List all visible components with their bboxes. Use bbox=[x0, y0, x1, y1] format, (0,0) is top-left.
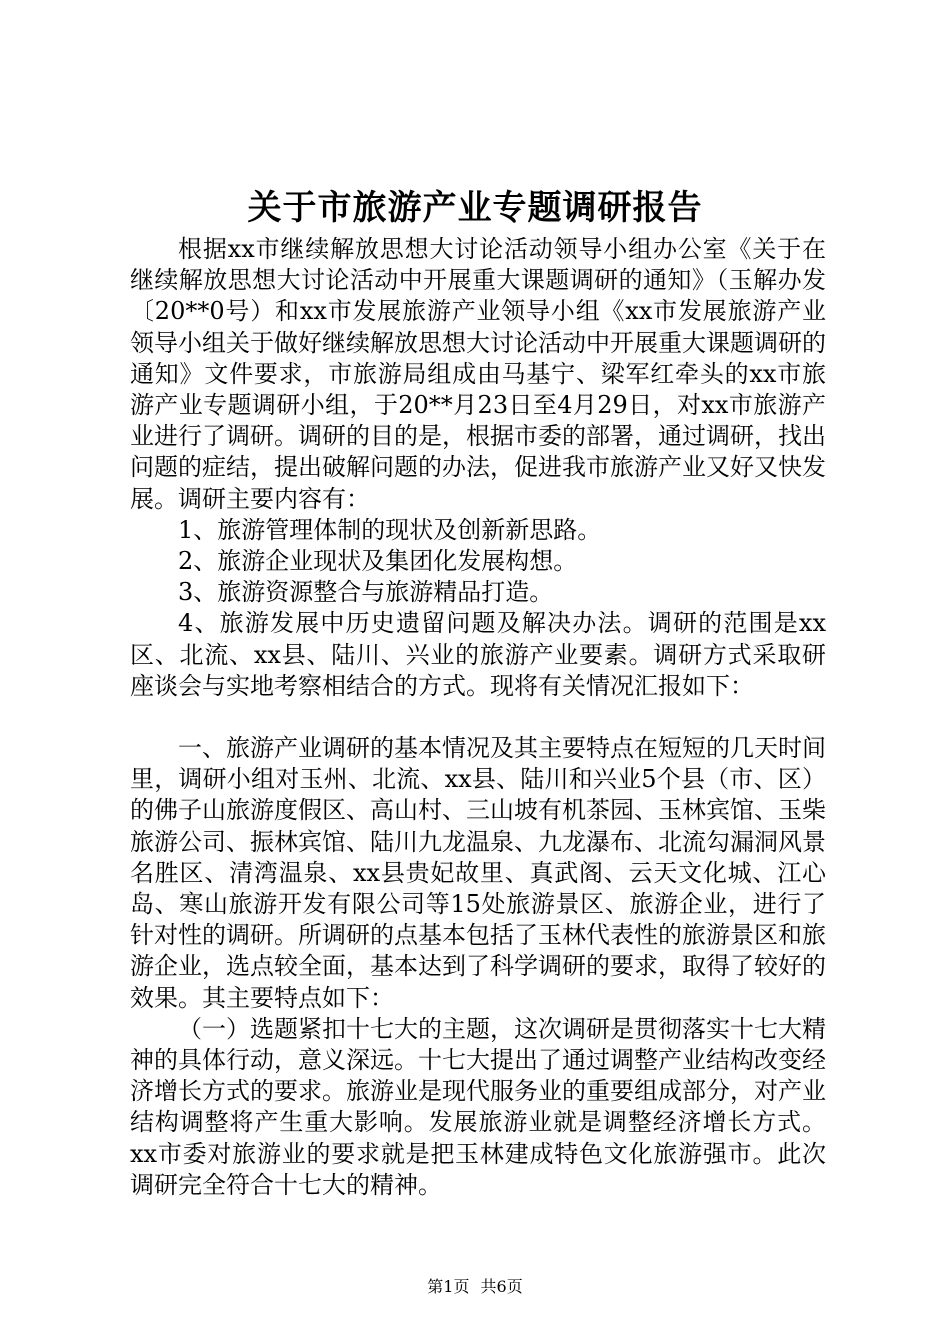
page-footer: 第1页 共6页 bbox=[427, 1277, 523, 1296]
subsection-one-paragraph: （一）选题紧扣十七大的主题，这次调研是贯彻落实十七大精神的具体行动，意义深远。十七大提出了通过调整产业结构改变经济增长方式的要求。旅游业是现代服务业的重要组成部分，对产业结构调整将产生重大影响。发展旅游业就是调整经济增长方式。xx市委对旅游业的要求就是把玉林建成特色文化旅游强市。此次调研完全符合十七大的精神。 bbox=[130, 1014, 826, 1199]
research-item-2: 2、旅游企业现状及集团化发展构想。 bbox=[178, 547, 578, 576]
section-one-paragraph: 一、旅游产业调研的基本情况及其主要特点在短短的几天时间里，调研小组对玉州、北流、xx县、陆川和兴业5个县（市、区）的佛子山旅游度假区、高山村、三山坡有机茶园、玉林宾馆、玉柴旅游公司、振林宾馆、陆川九龙温泉、九龙瀑布、北流勾漏洞风景名胜区、清湾温泉、xx县贵妃故里、真武阁、云天文化城、江心岛、寒山旅游开发有限公司等15处旅游景区、旅游企业，进行了针对性的调研。所调研的点基本包括了玉林代表性的旅游景区和旅游企业，选点较全面，基本达到了科学调研的要求，取得了较好的效果。其主要特点如下： bbox=[130, 734, 826, 1012]
paragraph-gap bbox=[130, 702, 826, 733]
document-title: 关于市旅游产业专题调研报告 bbox=[247, 188, 703, 228]
research-item-1: 1、旅游管理体制的现状及创新新思路。 bbox=[178, 515, 602, 544]
document-body bbox=[130, 234, 826, 1201]
intro-paragraph: 根据xx市继续解放思想大讨论活动领导小组办公室《关于在继续解放思想大讨论活动中开展重大课题调研的通知》（玉解办发〔20**0号）和xx市发展旅游产业领导小组《xx市发展旅游产业领导小组关于做好继续解放思想大讨论活动中开展重大课题调研的通知》文件要求，市旅游局组成由马基宁、梁军红牵头的xx市旅游产业专题调研小组，于20**月23日至4月29日，对xx市旅游产业进行了调研。调研的目的是，根据市委的部署，通过调研，找出问题的症结，提出破解问题的办法，促进我市旅游产业又好又快发展。调研主要内容有： bbox=[130, 235, 826, 513]
research-item-4: 4、旅游发展中历史遗留问题及解决办法。调研的范围是xx区、北流、xx县、陆川、兴业的旅游产业要素。调研方式采取研座谈会与实地考察相结合的方式。现将有关情况汇报如下： bbox=[130, 609, 826, 700]
research-item-3: 3、旅游资源整合与旅游精品打造。 bbox=[178, 578, 554, 607]
